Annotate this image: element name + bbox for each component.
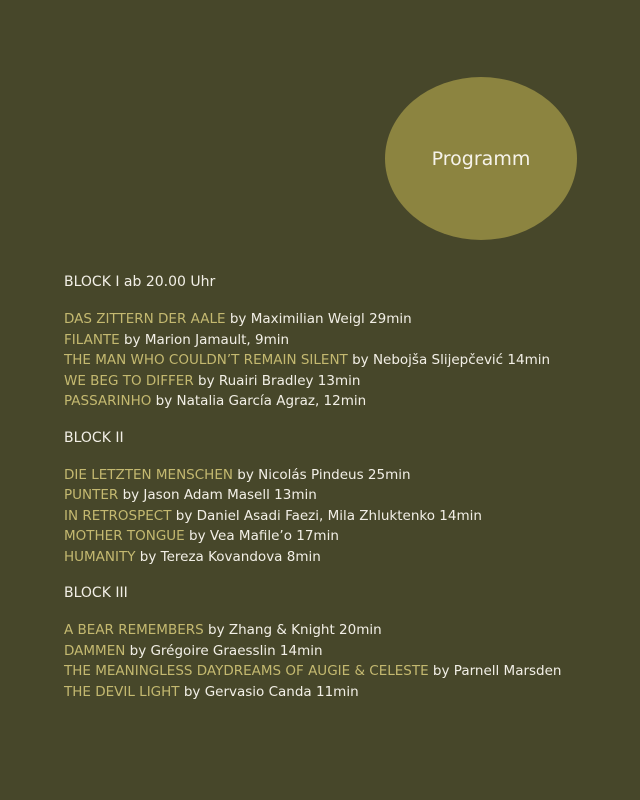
film-title: THE MAN WHO COULDN’T REMAIN SILENT [64,352,348,368]
film-credit: by Gervasio Canda 11min [179,683,359,700]
film-title: MOTHER TONGUE [64,528,185,544]
program-badge [385,77,577,240]
film-title: DIE LETZTEN MENSCHEN [64,466,233,483]
film-title: PASSARINHO [64,393,152,409]
film-credit: by Daniel Asadi Faezi, Mila Zhluktenko 14min [171,507,482,524]
film-item [64,682,634,703]
block-1 [64,272,634,412]
block-3 [64,583,634,702]
film-title: THE DEVIL LIGHT [64,683,180,700]
film-item [64,485,634,506]
film-credit: by Marion Jamault, 9min [119,331,290,348]
block-heading: BLOCK I ab 20.00 Uhr [64,274,216,290]
film-title: HUMANITY [64,548,136,565]
film-item [64,526,634,547]
block-heading: BLOCK II [64,429,124,446]
film-item [64,661,634,682]
film-item [64,506,634,527]
film-title: FILANTE [64,331,120,348]
film-title: PUNTER [64,487,119,503]
film-credit: by Natalia García Agraz, 12min [151,393,367,409]
film-credit: by Vea Mafile’o 17min [184,528,339,544]
film-title: DAMMEN [64,642,126,659]
film-list [64,465,634,568]
film-title: THE MEANINGLESS DAYDREAMS OF AUGIE & CELESTE [64,663,429,679]
block-2 [64,428,634,568]
film-item [64,350,634,371]
film-credit: by Nebojša Slijepčević 14min [347,352,551,368]
film-credit: by Parnell Marsden [428,663,562,679]
film-credit: by Zhang & Knight 20min [203,622,382,638]
film-credit: by Tereza Kovandova 8min [135,548,321,565]
page-title: Programm [431,147,531,170]
film-item [64,620,634,641]
film-item [64,309,634,330]
film-credit: by Jason Adam Masell 13min [118,487,317,503]
film-credit: by Grégoire Graesslin 14min [125,642,323,659]
program-list [64,272,634,718]
film-title: A BEAR REMEMBERS [64,622,204,638]
block-heading: BLOCK III [64,585,128,601]
film-list [64,309,634,412]
film-item [64,330,634,351]
film-list [64,620,634,702]
film-item [64,465,634,486]
film-item [64,391,634,412]
film-title: IN RETROSPECT [64,507,172,524]
film-credit: by Ruairi Bradley 13min [193,372,361,389]
film-credit: by Maximilian Weigl 29min [225,311,412,327]
film-title: WE BEG TO DIFFER [64,372,194,389]
film-item [64,547,634,568]
film-credit: by Nicolás Pindeus 25min [232,466,411,483]
film-item [64,371,634,392]
film-item [64,641,634,662]
film-title: DAS ZITTERN DER AALE [64,311,226,327]
